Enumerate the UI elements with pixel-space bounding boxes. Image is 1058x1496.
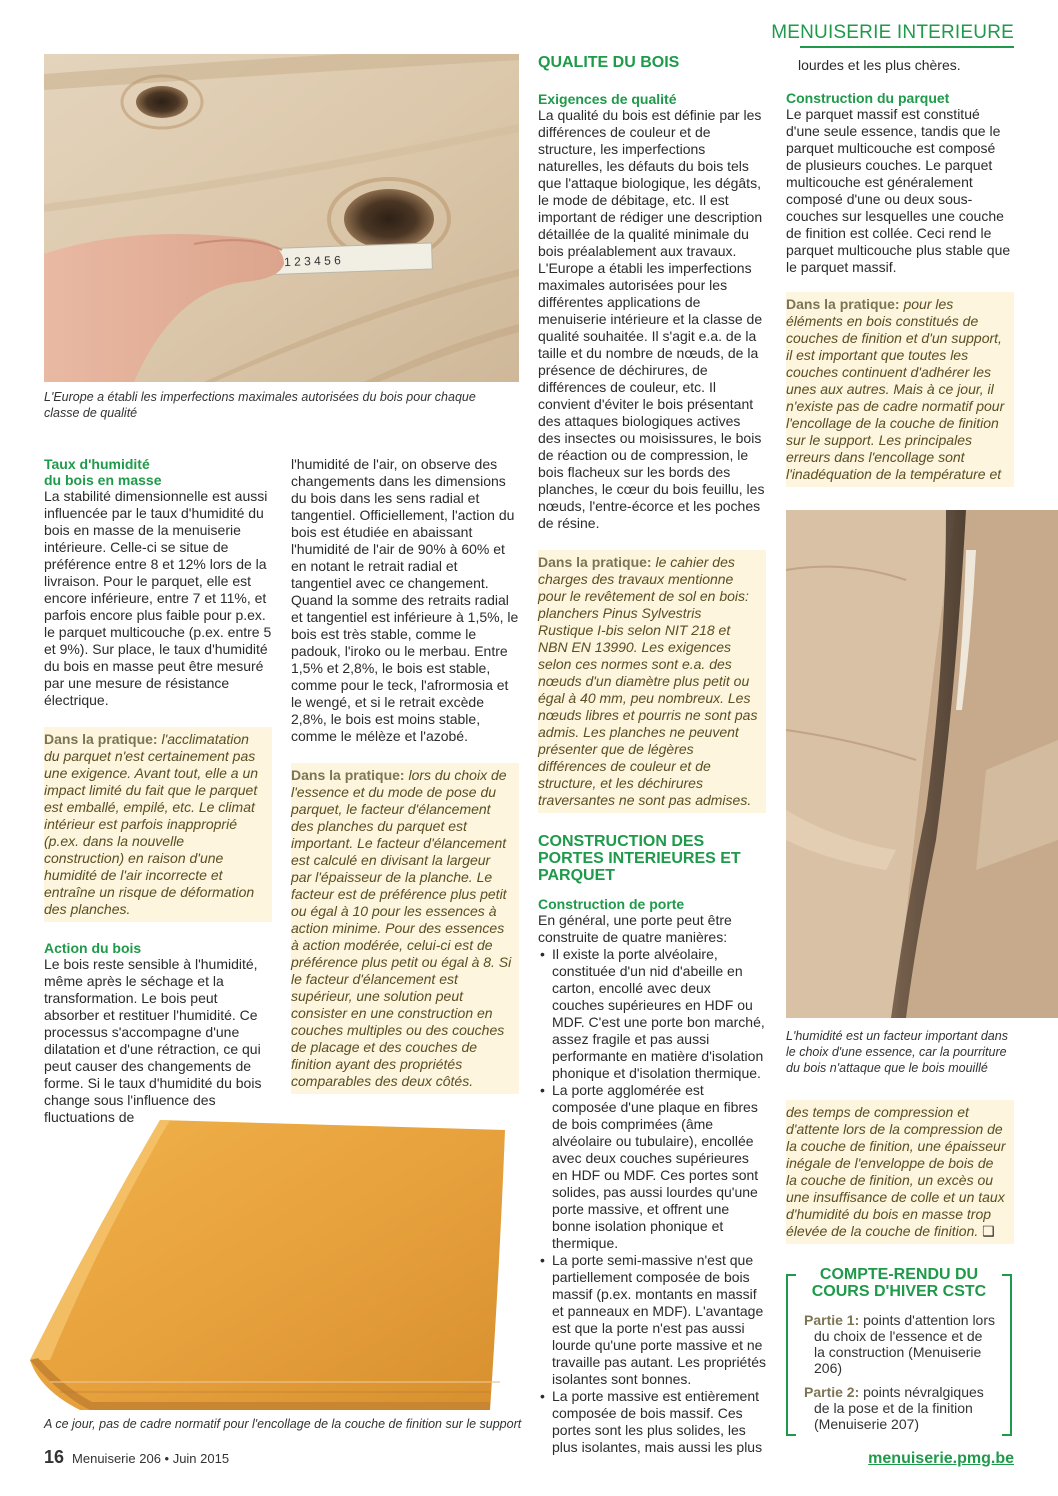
column-2-text: l'humidité de l'air, on observe des changements dans les dimensions du bois dans les sens radial et tangentiel. Officiellement, l'action du bois est étudiée en abaissant l'humidité de l'air de 90% à 60% et en notant le retrait radial et tangentiel avec ce changement. Quand la somme des retraits radial et tangentiel est inférieure à 1,5%, le bois est très stable, comme le padouk, l'iroko ou le merbau. Entre 1,5% et 2,8%, le bois est stable, comme pour le teck, l'afrormosia et le wengé, et si le retrait excède 2,8%, le bois est moins stable, comme le mélèze et l'azobé. <box>291 456 519 744</box>
list-item: • La porte semi-massive n'est que partiellement composée de bois massif (p.ex. montants en massif et panneaux en MDF). L'avantage est que la porte n'est pas aussi lourde qu'une porte massive et ne travaille pas autant. Les propriétés isolantes sont bonnes. <box>538 1252 766 1388</box>
action-text: Le bois reste sensible à l'humidité, même après le séchage et la transformation. Le bois peut absorber et restituer l'humidité. Ce processus s'accompagne d'une dilatation et d'une rétraction, ce qui peut causer des changements de forme. Si le taux d'humidité du bois change sous l'influence des fluctuations de <box>44 956 262 1125</box>
wood-knots-illustration <box>44 54 519 382</box>
requirements-title: Exigences de qualité <box>538 91 677 107</box>
end-mark-icon: ❑ <box>982 1223 995 1239</box>
column-1 <box>44 456 272 1126</box>
veneer-illustration <box>20 1120 520 1410</box>
photo-knots-caption: L'Europe a établi les imperfections maximales autorisées du bois pour chaque classe de qualité <box>44 390 476 420</box>
page-number: 16 <box>44 1447 65 1467</box>
column-3 <box>538 54 766 1456</box>
door-construction-title: Construction de porte <box>538 896 685 912</box>
quality-title: QUALITE DU BOIS <box>538 54 680 71</box>
issue-label: Menuiserie 206 • Juin 2015 <box>72 1451 230 1466</box>
humidity-title: Taux d'humidité du bois en masse <box>44 456 162 488</box>
wood-rot-photo <box>786 510 1058 1018</box>
box-title: COMPTE-RENDU DU COURS D'HIVER CSTC <box>811 1266 987 1300</box>
practice-note-parquet-cont: des temps de compression et d'attente lors de la compression de la couche de finition, une épaisseur inégale de l'enveloppe de bois de la couche de finition, un excès ou une insuffisance de colle et un taux d'humidité du bois en masse trop élevée de la couche de finition. ❑ <box>786 1100 1014 1244</box>
photo-rot-caption: L'humidité est un facteur important dans le choix d'une essence, car la pourriture du bois n'attaque que le bois mouillé <box>786 1029 1008 1075</box>
construction-title: CONSTRUCTION DES PORTES INTERIEURES ET PARQUET <box>538 833 741 884</box>
door-intro: En général, une porte peut être construite de quatre manières: <box>538 912 732 945</box>
practice-label: Dans la pratique: <box>786 296 900 312</box>
column-4-continued <box>786 1100 1014 1244</box>
list-item: • La porte agglomérée est composée d'une plaque en fibres de bois comprimées (âme alvéolaire ou tubulaire), encollée avec deux couches supérieures en HDF ou MDF. Ces portes sont solides, pas aussi lourdes qu'une porte massive, et offrent une bonne isolation phonique et thermique. <box>538 1082 766 1252</box>
parquet-text: Le parquet massif est constitué d'une seule essence, tandis que le parquet multicouche est composé de plusieurs couches. Le parquet multicouche est généralement composé d'une ou deux sous-couches sur lesquelles une couche de finition est collée. Ceci rend le parquet multicouche plus stable que le parquet massif. <box>786 106 1011 275</box>
practice-label: Dans la pratique: <box>538 554 652 570</box>
humidity-text: La stabilité dimensionnelle est aussi influencée par le taux d'humidité du bois en masse de la menuiserie intérieure. Celle-ci se situe de préférence entre 8 et 12% lors de la livraison. Pour le parquet, elle est encore inférieure, entre 7 et 11%, et parfois encore plus faible pour p.ex. le parquet multicouche (p.ex. entre 5 et 9%). Sur place, le taux d'humidité du bois en masse peut être mesuré par une mesure de résistance électrique. <box>44 488 272 708</box>
practice-note-parquet: Dans la pratique: pour les éléments en bois constitués de couches de finition et d'un support, il est important que toutes les couches continuent d'adhérer les unes aux autres. Mais à ce jour, il n'existe pas de cadre normatif pour l'encollage de la couche de finition sur le support. Les principales erreurs dans l'encollage sont l'inadéquation de la température et <box>786 292 1014 487</box>
list-item: • La porte massive est entièrement composée de bois massif. Ces portes sont les plus solides, les plus isolantes, mais aussi les plus <box>538 1388 766 1456</box>
list-item: • Il existe la porte alvéolaire, constituée d'un nid d'abeille en carton, encollé avec deux couches supérieures en HDF ou MDF. C'est une porte bon marché, assez fragile et pas aussi performante en matière d'isolation phonique et d'isolation thermique. <box>538 946 766 1082</box>
photo-veneer-caption: A ce jour, pas de cadre normatif pour l'encollage de la couche de finition sur le support <box>44 1417 522 1431</box>
box-part-2: Partie 2: points névralgiques de la pose et de la finition (Menuiserie 207) <box>804 1384 984 1432</box>
veneer-sheet-photo <box>20 1120 520 1410</box>
continued-text: lourdes et les plus chères. <box>798 57 961 73</box>
box-body <box>804 1312 996 1440</box>
door-types-list <box>538 946 766 1456</box>
winter-course-box <box>786 1260 1012 1432</box>
wood-knots-photo <box>44 54 519 382</box>
practice-label: Dans la pratique: <box>291 767 405 783</box>
column-4 <box>786 57 1014 487</box>
practice-note-humidity: Dans la pratique: l'acclimatation du parquet n'est certainement pas une exigence. Avant tout, elle a un impact limité du fait que le parquet est emballé, empilé, etc. Le climat intérieur est parfois inapproprié (p.ex. dans la nouvelle construction) en raison d'une humidité de l'air incorrecte et entraîne un risque de déformation des planches. <box>44 727 272 922</box>
wood-rot-illustration <box>786 510 1058 1018</box>
action-title: Action du bois <box>44 940 142 956</box>
header-underline <box>800 46 1014 48</box>
section-header: MENUISERIE INTERIEURE <box>771 22 1014 43</box>
footer-issue <box>44 1447 229 1468</box>
practice-note-quality: Dans la pratique: le cahier des charges des travaux mentionne pour le revêtement de sol en bois: planchers Pinus Sylvestris Rustique I-bis selon NIT 218 et NBN EN 13990. Les exigences selon ces normes sont e.a. des nœuds d'un diamètre plus petit ou égal à 40 mm, peu nombreux. Les nœuds libres et pourris ne sont pas admis. Les planches ne peuvent présenter que de légères différences de couleur et de structure, et les déchirures traversantes ne sont pas admises. <box>538 550 766 813</box>
practice-label: Dans la pratique: <box>44 731 158 747</box>
box-part-1: Partie 1: points d'attention lors du choix de l'essence et de la construction (Menuiserie 206) <box>804 1312 996 1376</box>
practice-note-elancement: Dans la pratique: lors du choix de l'essence et du mode de pose du parquet, le facteur d'élancement des planches du parquet est important. Le facteur d'élancement est calculé en divisant la largeur par l'épaisseur de la planche. Le facteur est de préférence plus petit ou égal à 10 pour les essences à action minime. Pour des essences à action modérée, celui-ci est de préférence plus petit ou égal à 8. Si le facteur d'élancement est supérieur, une solution peut consister en une construction en couches multiples ou des couches de placage et des couches de finition ayant des propriétés comparables des deux côtés. <box>291 763 519 1094</box>
website-link[interactable]: menuiserie.pmg.be <box>868 1450 1014 1467</box>
parquet-construction-title: Construction du parquet <box>786 90 950 106</box>
column-2 <box>291 456 519 1094</box>
requirements-text: La qualité du bois est définie par les différences de couleur et de structure, les imperfections naturelles, les défauts du bois tels que l'attaque biologique, les dégâts, le mode de débitage, etc. Il est important de rédiger une description détaillée de la qualité minimale du bois préalablement aux travaux. L'Europe a établi les imperfections maximales autorisées pour les différentes applications de menuiserie intérieure et la classe de qualité souhaitée. Il s'agit e.a. de la taille et du nombre de nœuds, de la présence de déchirures, de différences de couleur, etc. Il convient d'éviter le bois présentant des attaques biologiques actives des insectes ou moisissures, le bois de réaction ou de compression, le bois flacheux sur les bords des planches, le cœur du bois feuillu, les nœuds, l'entre-écorce et les poches de résine. <box>538 107 765 531</box>
ruler-text: 1 2 3 4 5 6 <box>283 253 341 270</box>
